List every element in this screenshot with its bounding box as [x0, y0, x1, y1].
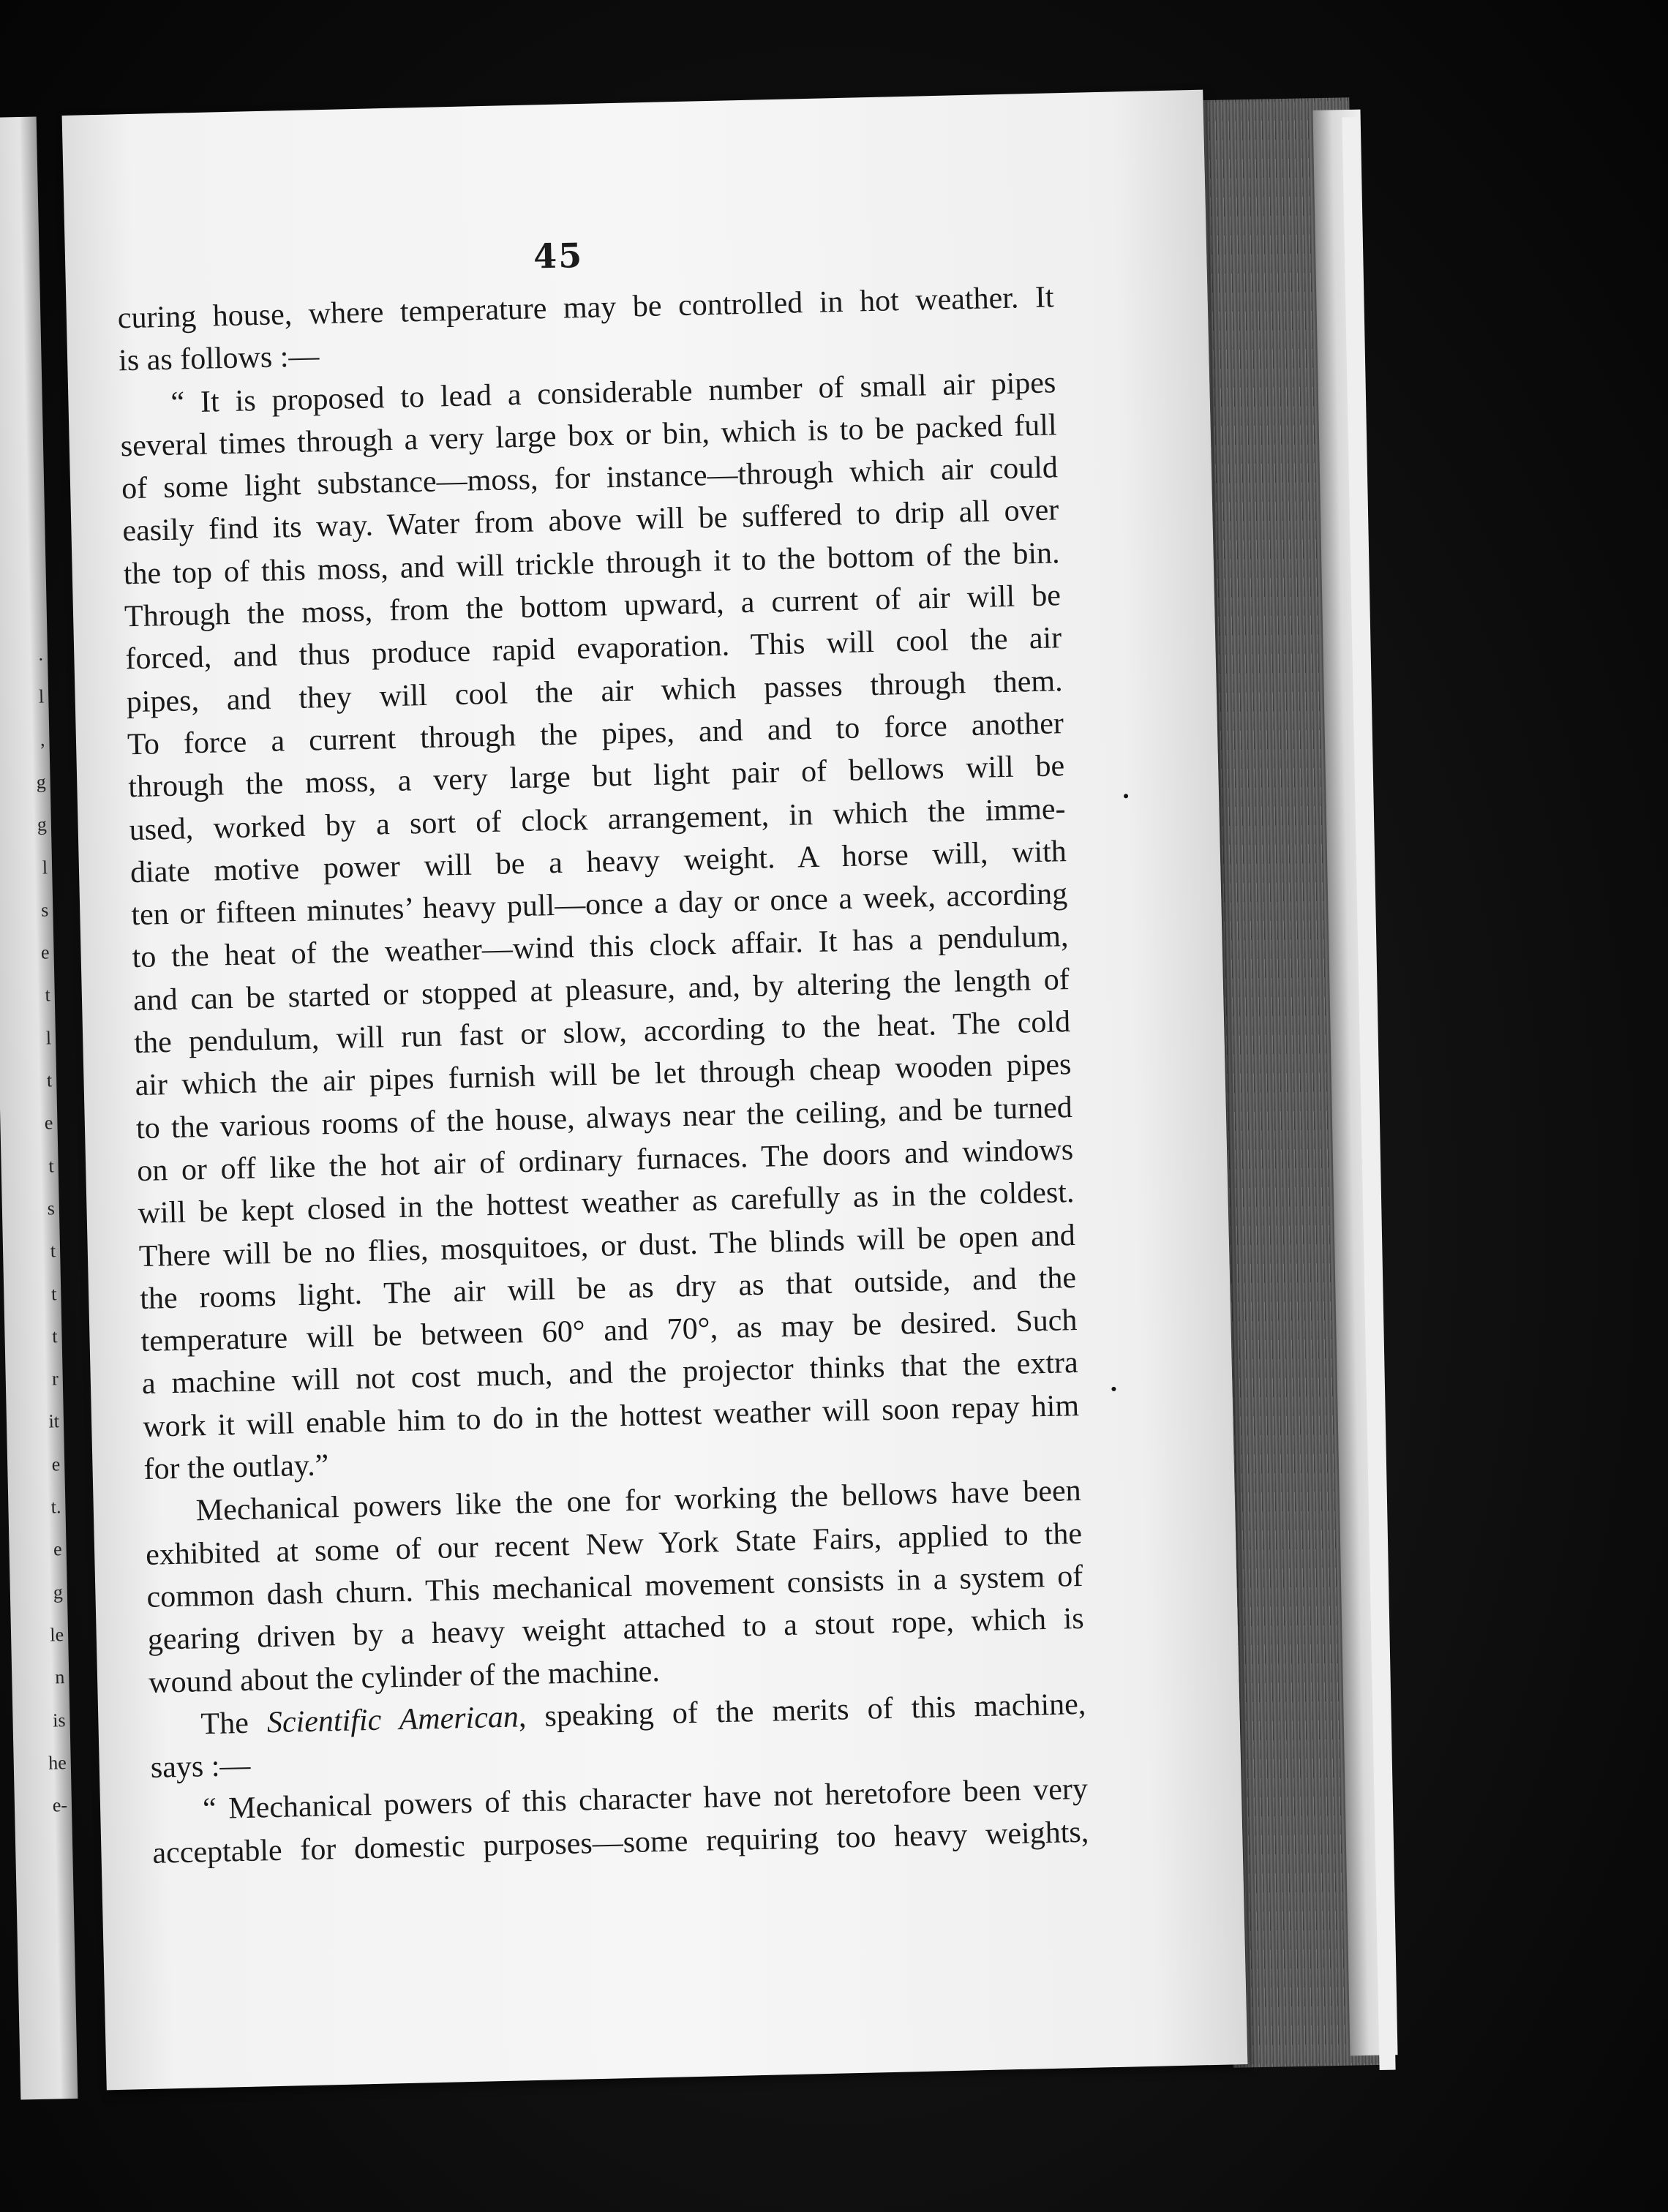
text-line: of some light substance—moss, for instance—through which air could [121, 451, 1059, 506]
text-fragment: The [200, 1706, 268, 1742]
text-line: on or off like the hot air of ordinary furnaces. The doors and windows [136, 1132, 1074, 1189]
text-line: will be kept closed in the hottest weather as carefully as in the coldest. [138, 1175, 1075, 1231]
dust-speck [1124, 794, 1128, 798]
text-line: exhibited at some of our recent New York State Fairs, applied to the [145, 1516, 1083, 1572]
text-line: to the various rooms of the house, always near the ceiling, and be turned [135, 1090, 1073, 1146]
text-line: work it will enable him to do in the hottest weather will soon repay him [142, 1388, 1080, 1444]
text-line: There will be no flies, mosquitoes, or dust. The blinds will be open and [138, 1218, 1076, 1274]
text-line: and can be started or stopped at pleasure, and, by altering the length of [132, 962, 1070, 1017]
left-page-fragment: e [51, 1453, 61, 1475]
text-line: the rooms light. The air will be as dry as that outside, and the [139, 1260, 1077, 1316]
text-line: acceptable for domestic purposes—some requiring too heavy weights, [151, 1815, 1089, 1870]
text-line: wound about the cylinder of the machine. [148, 1654, 661, 1700]
text-line: for the outlay.” [143, 1448, 329, 1486]
text-line: through the moss, a very large but light pair of bellows will be [127, 749, 1065, 805]
text-line: several times through a very large box or bin, which is to be packed full [120, 408, 1058, 464]
left-page-fragment: t [50, 1240, 56, 1262]
text-line: used, worked by a sort of clock arrangement, in which the imme- [129, 791, 1066, 847]
left-page-fragment: t [45, 984, 51, 1006]
text-line: is as follows :— [118, 339, 320, 378]
left-page-fragment: he [48, 1751, 67, 1774]
text-line: To force a current through the pipes, and and to force another [127, 707, 1064, 762]
publication-title: Scientific American [266, 1700, 519, 1740]
text-line: the pendulum, will run fast or slow, according to the heat. The cold [133, 1005, 1071, 1061]
text-line: a machine will not cost much, and the projector thinks that the extra [141, 1346, 1079, 1402]
text-line: curing house, where temperature may be controlled in hot weather. It [117, 280, 1055, 336]
left-page-fragment: l [42, 856, 48, 879]
left-page-fragment: n [54, 1666, 65, 1688]
left-page-fragment: e [53, 1538, 62, 1560]
text-line: temperature will be between 60° and 70°, as may be desired. Such [140, 1304, 1078, 1359]
left-page-fragment: t [46, 1069, 53, 1091]
left-page-fragment: t. [50, 1496, 61, 1518]
text-fragment: , speaking of the merits of this machine, [518, 1687, 1086, 1734]
left-page-fragment: e [40, 941, 50, 963]
text-line: the top of this moss, and will trickle through it to the bottom of the bin. [123, 536, 1061, 592]
text-line: easily find its way. Water from above will be suffered to drip all over [121, 493, 1059, 549]
left-page-fragment: s [40, 899, 49, 921]
left-page-fragment: l [45, 1027, 52, 1049]
text-line: air which the air pipes furnish will be let through cheap wooden pipes [135, 1047, 1072, 1103]
text-line: “ Mechanical powers of this character have not heretofore been very [202, 1772, 1089, 1827]
left-page-fragment: e- [52, 1794, 68, 1816]
text-line: pipes, and they will cool the air which passes through them. [126, 663, 1063, 719]
text-line: common dash churn. This mechanical movement consists in a system of [146, 1559, 1083, 1614]
left-page-fragment: t [51, 1325, 58, 1347]
text-line: to the heat of the weather—wind this clock affair. It has a pendulum, [132, 919, 1069, 975]
left-page-fragment: le [50, 1624, 64, 1646]
text-line: Mechanical powers like the one for working the bellows have been [195, 1474, 1082, 1528]
left-page-fragments [0, 116, 68, 1816]
left-page-fragment: r [51, 1368, 59, 1390]
text-line: ten or fifteen minutes’ heavy pull—once a day or once a week, according [130, 877, 1068, 933]
left-page-fragment: , [40, 729, 45, 750]
left-page-fragment: . [38, 643, 44, 665]
left-page-fragment: it [48, 1410, 60, 1432]
text-line: says :— [150, 1748, 251, 1785]
text-line: gearing driven by a heavy weight attached to a stout rope, which is [147, 1602, 1085, 1658]
text-line: diate motive power will be a heavy weight. A horse will, with [129, 835, 1067, 890]
left-page-fragment: e [44, 1112, 53, 1134]
page-number: 45 [533, 235, 584, 276]
dust-speck [1111, 1387, 1116, 1391]
text-line: Through the moss, from the bottom upward, a current of air will be [124, 579, 1062, 634]
left-page-fragment: g [53, 1581, 64, 1603]
text-line: forced, and thus produce rapid evaporation. This will cool the air [124, 621, 1062, 677]
left-page-fragment: g [36, 771, 46, 793]
text-line: “ It is proposed to lead a considerable number of small air pipes [170, 365, 1056, 420]
book-page [62, 90, 1248, 2091]
left-page-fragment: t [48, 1154, 54, 1177]
left-page-fragment: g [37, 813, 48, 835]
left-page-fragment: is [52, 1709, 66, 1731]
left-page-fragment: l [38, 685, 45, 707]
left-facing-page [0, 116, 78, 2099]
page-body-text [117, 276, 1089, 1874]
left-page-fragment: s [47, 1197, 56, 1219]
left-page-fragment: t [50, 1282, 57, 1304]
